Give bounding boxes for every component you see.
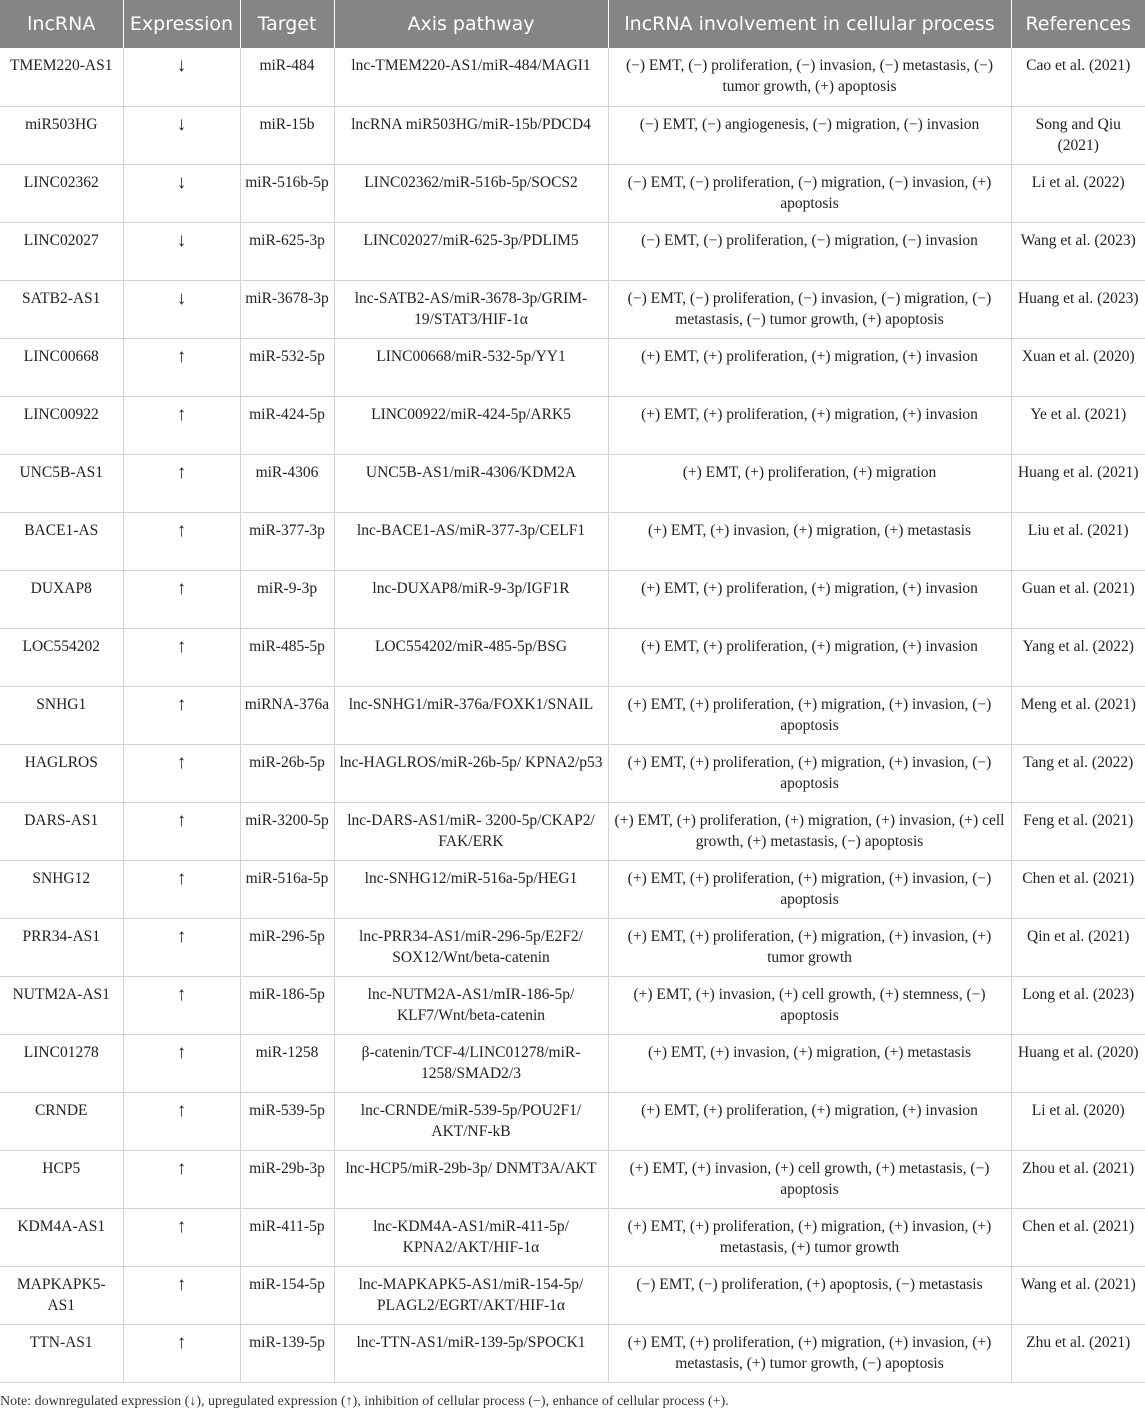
cell-cellular-process: (+) EMT, (+) proliferation, (+) migration, (+) invasion	[608, 570, 1011, 628]
cell-reference: Liu et al. (2021)	[1011, 512, 1145, 570]
cell-target: miR-296-5p	[240, 918, 334, 976]
table-row	[0, 570, 1145, 628]
cell-target: miR-9-3p	[240, 570, 334, 628]
cell-cellular-process: (+) EMT, (+) invasion, (+) migration, (+) metastasis	[608, 512, 1011, 570]
cell-axis-pathway: LOC554202/miR-485-5p/BSG	[334, 628, 608, 686]
cell-reference: Huang et al. (2023)	[1011, 280, 1145, 338]
cell-cellular-process: (+) EMT, (+) proliferation, (+) migration, (+) invasion, (−) apoptosis	[608, 744, 1011, 802]
cell-target: miR-3678-3p	[240, 280, 334, 338]
cell-target: miRNA-376a	[240, 686, 334, 744]
cell-cellular-process: (−) EMT, (−) proliferation, (−) invasion, (−) metastasis, (−) tumor growth, (+) apoptosis	[608, 48, 1011, 106]
table-row	[0, 1092, 1145, 1150]
cell-axis-pathway: lnc-PRR34-AS1/miR-296-5p/E2F2/ SOX12/Wnt/beta-catenin	[334, 918, 608, 976]
cell-reference: Li et al. (2020)	[1011, 1092, 1145, 1150]
cell-expression: ↑	[123, 570, 240, 628]
cell-lncrna: LINC00922	[0, 396, 123, 454]
cell-expression: ↑	[123, 1092, 240, 1150]
cell-reference: Chen et al. (2021)	[1011, 860, 1145, 918]
table-row	[0, 222, 1145, 280]
cell-reference: Cao et al. (2021)	[1011, 48, 1145, 106]
cell-cellular-process: (+) EMT, (+) proliferation, (+) migration, (+) invasion	[608, 396, 1011, 454]
cell-lncrna: LINC01278	[0, 1034, 123, 1092]
table-row	[0, 860, 1145, 918]
table-row	[0, 454, 1145, 512]
cell-target: miR-186-5p	[240, 976, 334, 1034]
cell-axis-pathway: lnc-DARS-AS1/miR- 3200-5p/CKAP2/ FAK/ERK	[334, 802, 608, 860]
header-axis-pathway: Axis pathway	[334, 0, 608, 48]
cell-expression: ↑	[123, 1150, 240, 1208]
cell-target: miR-377-3p	[240, 512, 334, 570]
cell-target: miR-516a-5p	[240, 860, 334, 918]
cell-expression: ↓	[123, 280, 240, 338]
table-row	[0, 1034, 1145, 1092]
cell-reference: Guan et al. (2021)	[1011, 570, 1145, 628]
cell-target: miR-424-5p	[240, 396, 334, 454]
header-references: References	[1011, 0, 1145, 48]
cell-lncrna: NUTM2A-AS1	[0, 976, 123, 1034]
cell-cellular-process: (+) EMT, (+) proliferation, (+) migration, (+) invasion, (+) metastasis, (+) tumor growth	[608, 1208, 1011, 1266]
cell-cellular-process: (+) EMT, (+) invasion, (+) cell growth, (+) stemness, (−) apoptosis	[608, 976, 1011, 1034]
cell-expression: ↑	[123, 976, 240, 1034]
table-row	[0, 106, 1145, 164]
header-target: Target	[240, 0, 334, 48]
cell-axis-pathway: lncRNA miR503HG/miR-15b/PDCD4	[334, 106, 608, 164]
cell-cellular-process: (−) EMT, (−) proliferation, (+) apoptosis, (−) metastasis	[608, 1266, 1011, 1324]
cell-expression: ↑	[123, 918, 240, 976]
cell-target: miR-1258	[240, 1034, 334, 1092]
table-row	[0, 686, 1145, 744]
cell-target: miR-4306	[240, 454, 334, 512]
cell-cellular-process: (−) EMT, (−) proliferation, (−) invasion, (−) migration, (−) metastasis, (−) tumor growth, (+) apoptosis	[608, 280, 1011, 338]
cell-lncrna: BACE1-AS	[0, 512, 123, 570]
cell-expression: ↑	[123, 454, 240, 512]
cell-reference: Wang et al. (2021)	[1011, 1266, 1145, 1324]
cell-lncrna: DUXAP8	[0, 570, 123, 628]
cell-expression: ↑	[123, 512, 240, 570]
cell-axis-pathway: lnc-HCP5/miR-29b-3p/ DNMT3A/AKT	[334, 1150, 608, 1208]
table-row	[0, 1324, 1145, 1382]
cell-reference: Long et al. (2023)	[1011, 976, 1145, 1034]
cell-target: miR-29b-3p	[240, 1150, 334, 1208]
cell-axis-pathway: LINC00668/miR-532-5p/YY1	[334, 338, 608, 396]
header-lncrna: lncRNA	[0, 0, 123, 48]
table-row	[0, 396, 1145, 454]
cell-lncrna: CRNDE	[0, 1092, 123, 1150]
cell-cellular-process: (−) EMT, (−) proliferation, (−) migration, (−) invasion, (+) apoptosis	[608, 164, 1011, 222]
cell-cellular-process: (+) EMT, (+) proliferation, (+) migration, (+) invasion	[608, 1092, 1011, 1150]
cell-axis-pathway: lnc-DUXAP8/miR-9-3p/IGF1R	[334, 570, 608, 628]
cell-target: miR-154-5p	[240, 1266, 334, 1324]
cell-target: miR-484	[240, 48, 334, 106]
cell-reference: Huang et al. (2020)	[1011, 1034, 1145, 1092]
cell-target: miR-3200-5p	[240, 802, 334, 860]
cell-target: miR-539-5p	[240, 1092, 334, 1150]
cell-lncrna: LOC554202	[0, 628, 123, 686]
cell-lncrna: MAPKAPK5-AS1	[0, 1266, 123, 1324]
cell-reference: Wang et al. (2023)	[1011, 222, 1145, 280]
cell-cellular-process: (−) EMT, (−) proliferation, (−) migration, (−) invasion	[608, 222, 1011, 280]
cell-cellular-process: (+) EMT, (+) proliferation, (+) migration, (+) invasion	[608, 628, 1011, 686]
cell-lncrna: SNHG12	[0, 860, 123, 918]
cell-expression: ↓	[123, 106, 240, 164]
cell-expression: ↑	[123, 628, 240, 686]
cell-cellular-process: (+) EMT, (+) proliferation, (+) migration, (+) invasion, (+) cell growth, (+) metastasis, (−) apoptosis	[608, 802, 1011, 860]
cell-cellular-process: (+) EMT, (+) invasion, (+) cell growth, (+) metastasis, (−) apoptosis	[608, 1150, 1011, 1208]
cell-axis-pathway: β-catenin/TCF-4/LINC01278/miR-1258/SMAD2/3	[334, 1034, 608, 1092]
header-cellular-process: lncRNA involvement in cellular process	[608, 0, 1011, 48]
cell-axis-pathway: LINC02027/miR-625-3p/PDLIM5	[334, 222, 608, 280]
cell-expression: ↑	[123, 1034, 240, 1092]
cell-lncrna: HAGLROS	[0, 744, 123, 802]
table-row	[0, 280, 1145, 338]
table-row	[0, 1266, 1145, 1324]
cell-reference: Zhu et al. (2021)	[1011, 1324, 1145, 1382]
cell-lncrna: TMEM220-AS1	[0, 48, 123, 106]
cell-reference: Feng et al. (2021)	[1011, 802, 1145, 860]
cell-expression: ↑	[123, 1208, 240, 1266]
cell-reference: Zhou et al. (2021)	[1011, 1150, 1145, 1208]
cell-lncrna: DARS-AS1	[0, 802, 123, 860]
table-note: Note: downregulated expression (↓), upregulated expression (↑), inhibition of cellular process (−), enhance of cellular process (+).	[0, 1394, 729, 1409]
table-row	[0, 628, 1145, 686]
cell-axis-pathway: lnc-SNHG12/miR-516a-5p/HEG1	[334, 860, 608, 918]
cell-expression: ↓	[123, 164, 240, 222]
cell-expression: ↑	[123, 1324, 240, 1382]
cell-cellular-process: (+) EMT, (+) proliferation, (+) migration, (+) invasion, (+) tumor growth	[608, 918, 1011, 976]
cell-target: miR-411-5p	[240, 1208, 334, 1266]
cell-lncrna: UNC5B-AS1	[0, 454, 123, 512]
cell-cellular-process: (+) EMT, (+) invasion, (+) migration, (+) metastasis	[608, 1034, 1011, 1092]
table-row	[0, 338, 1145, 396]
cell-target: miR-625-3p	[240, 222, 334, 280]
cell-lncrna: TTN-AS1	[0, 1324, 123, 1382]
table-body	[0, 48, 1145, 1382]
cell-reference: Tang et al. (2022)	[1011, 744, 1145, 802]
cell-expression: ↓	[123, 48, 240, 106]
table-row	[0, 512, 1145, 570]
cell-target: miR-485-5p	[240, 628, 334, 686]
cell-reference: Huang et al. (2021)	[1011, 454, 1145, 512]
cell-expression: ↑	[123, 686, 240, 744]
cell-target: miR-532-5p	[240, 338, 334, 396]
cell-cellular-process: (+) EMT, (+) proliferation, (+) migration, (+) invasion, (−) apoptosis	[608, 860, 1011, 918]
cell-reference: Chen et al. (2021)	[1011, 1208, 1145, 1266]
cell-axis-pathway: lnc-CRNDE/miR-539-5p/POU2F1/ AKT/NF-kB	[334, 1092, 608, 1150]
cell-expression: ↑	[123, 396, 240, 454]
cell-axis-pathway: lnc-SATB2-AS/miR-3678-3p/GRIM-19/STAT3/HIF-1α	[334, 280, 608, 338]
cell-axis-pathway: lnc-MAPKAPK5-AS1/miR-154-5p/ PLAGL2/EGRT/AKT/HIF-1α	[334, 1266, 608, 1324]
cell-reference: Xuan et al. (2020)	[1011, 338, 1145, 396]
cell-expression: ↑	[123, 1266, 240, 1324]
cell-cellular-process: (+) EMT, (+) proliferation, (+) migration, (+) invasion, (+) metastasis, (+) tumor growth, (−) apoptosis	[608, 1324, 1011, 1382]
cell-target: miR-139-5p	[240, 1324, 334, 1382]
cell-axis-pathway: lnc-TTN-AS1/miR-139-5p/SPOCK1	[334, 1324, 608, 1382]
cell-reference: Qin et al. (2021)	[1011, 918, 1145, 976]
cell-cellular-process: (+) EMT, (+) proliferation, (+) migration	[608, 454, 1011, 512]
cell-cellular-process: (+) EMT, (+) proliferation, (+) migration, (+) invasion	[608, 338, 1011, 396]
table-row	[0, 976, 1145, 1034]
table-row	[0, 918, 1145, 976]
table-row	[0, 48, 1145, 106]
cell-axis-pathway: lnc-BACE1-AS/miR-377-3p/CELF1	[334, 512, 608, 570]
cell-axis-pathway: LINC02362/miR-516b-5p/SOCS2	[334, 164, 608, 222]
cell-lncrna: LINC02362	[0, 164, 123, 222]
cell-reference: Li et al. (2022)	[1011, 164, 1145, 222]
cell-target: miR-26b-5p	[240, 744, 334, 802]
table-row	[0, 1208, 1145, 1266]
cell-axis-pathway: lnc-NUTM2A-AS1/mIR-186-5p/ KLF7/Wnt/beta-catenin	[334, 976, 608, 1034]
table-row	[0, 164, 1145, 222]
cell-lncrna: miR503HG	[0, 106, 123, 164]
cell-reference: Song and Qiu (2021)	[1011, 106, 1145, 164]
cell-target: miR-15b	[240, 106, 334, 164]
cell-expression: ↑	[123, 338, 240, 396]
cell-axis-pathway: lnc-TMEM220-AS1/miR-484/MAGI1	[334, 48, 608, 106]
cell-reference: Meng et al. (2021)	[1011, 686, 1145, 744]
cell-reference: Yang et al. (2022)	[1011, 628, 1145, 686]
cell-lncrna: PRR34-AS1	[0, 918, 123, 976]
header-row	[0, 0, 1145, 48]
table-row	[0, 744, 1145, 802]
header-expression: Expression	[123, 0, 240, 48]
table-row	[0, 1150, 1145, 1208]
cell-axis-pathway: LINC00922/miR-424-5p/ARK5	[334, 396, 608, 454]
cell-target: miR-516b-5p	[240, 164, 334, 222]
cell-cellular-process: (−) EMT, (−) angiogenesis, (−) migration, (−) invasion	[608, 106, 1011, 164]
cell-expression: ↑	[123, 802, 240, 860]
cell-cellular-process: (+) EMT, (+) proliferation, (+) migration, (+) invasion, (−) apoptosis	[608, 686, 1011, 744]
cell-expression: ↓	[123, 222, 240, 280]
cell-axis-pathway: UNC5B-AS1/miR-4306/KDM2A	[334, 454, 608, 512]
cell-lncrna: SNHG1	[0, 686, 123, 744]
cell-lncrna: LINC00668	[0, 338, 123, 396]
cell-reference: Ye et al. (2021)	[1011, 396, 1145, 454]
cell-lncrna: HCP5	[0, 1150, 123, 1208]
cell-axis-pathway: lnc-SNHG1/miR-376a/FOXK1/SNAIL	[334, 686, 608, 744]
cell-expression: ↑	[123, 744, 240, 802]
table-row	[0, 802, 1145, 860]
cell-axis-pathway: lnc-KDM4A-AS1/miR-411-5p/ KPNA2/AKT/HIF-1α	[334, 1208, 608, 1266]
cell-lncrna: LINC02027	[0, 222, 123, 280]
cell-lncrna: KDM4A-AS1	[0, 1208, 123, 1266]
cell-axis-pathway: lnc-HAGLROS/miR-26b-5p/ KPNA2/p53	[334, 744, 608, 802]
cell-expression: ↑	[123, 860, 240, 918]
cell-lncrna: SATB2-AS1	[0, 280, 123, 338]
